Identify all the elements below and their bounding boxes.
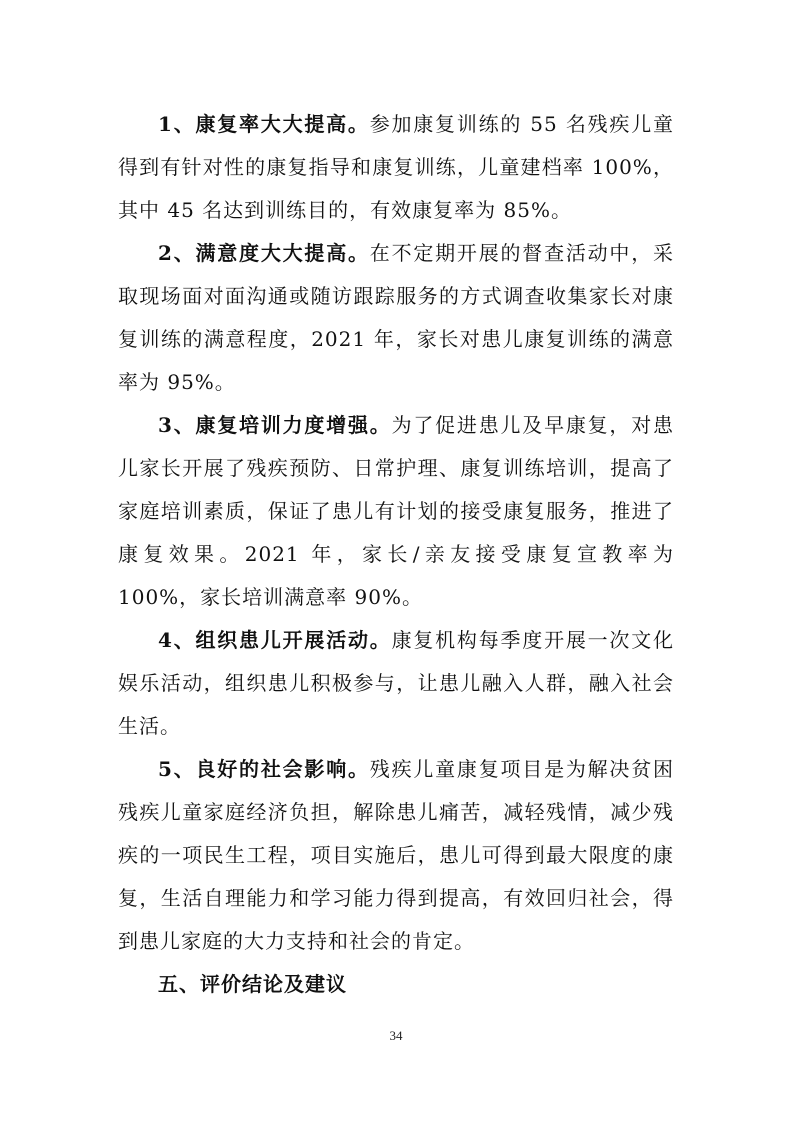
paragraph-body: 残疾儿童康复项目是为解决贫困残疾儿童家庭经济负担，解除患儿痛苦，减轻残情，减少残疾的一项民生工程，项目实施后，患儿可得到最大限度的康复，生活自理能力和学习能力得到提高，有效回归社会，得到患儿家庭的大力支持和社会的肯定。 <box>118 757 674 953</box>
paragraph-heading: 2、满意度大大提高。 <box>158 241 370 265</box>
paragraph-body: 参加康复训练的 55 名残疾儿童得到有针对性的康复指导和康复训练，儿童建档率 100%，其中 45 名达到训练目的，有效康复率为 85%。 <box>118 112 674 222</box>
paragraph-heading: 3、康复培训力度增强。 <box>158 413 392 437</box>
paragraph-activities <box>118 619 674 748</box>
paragraph-social-impact <box>118 748 674 963</box>
paragraph-heading: 4、组织患儿开展活动。 <box>158 628 392 652</box>
paragraph-body: 在不定期开展的督查活动中，采取现场面对面沟通或随访跟踪服务的方式调查收集家长对康复训练的满意程度，2021 年，家长对患儿康复训练的满意率为 95%。 <box>118 241 674 394</box>
paragraph-heading: 5、良好的社会影响。 <box>158 757 370 781</box>
paragraph-body: 康复机构每季度开展一次文化娱乐活动，组织患儿积极参与，让患儿融入人群，融入社会生活。 <box>118 628 674 738</box>
paragraph-satisfaction <box>118 232 674 404</box>
page-number: 34 <box>389 1028 403 1043</box>
paragraph-rehab-rate <box>118 103 674 232</box>
paragraph-training <box>118 404 674 619</box>
paragraph-body: 为了促进患儿及早康复，对患儿家长开展了残疾预防、日常护理、康复训练培训，提高了家庭培训素质，保证了患儿有计划的接受康复服务，推进了康复效果。2021 年，家长/亲友接受康复宣教率为 100%，家长培训满意率 90%。 <box>118 413 674 609</box>
paragraph-heading: 1、康复率大大提高。 <box>158 112 370 136</box>
page-content <box>118 103 674 1006</box>
section-heading: 五、评价结论及建议 <box>158 972 347 996</box>
